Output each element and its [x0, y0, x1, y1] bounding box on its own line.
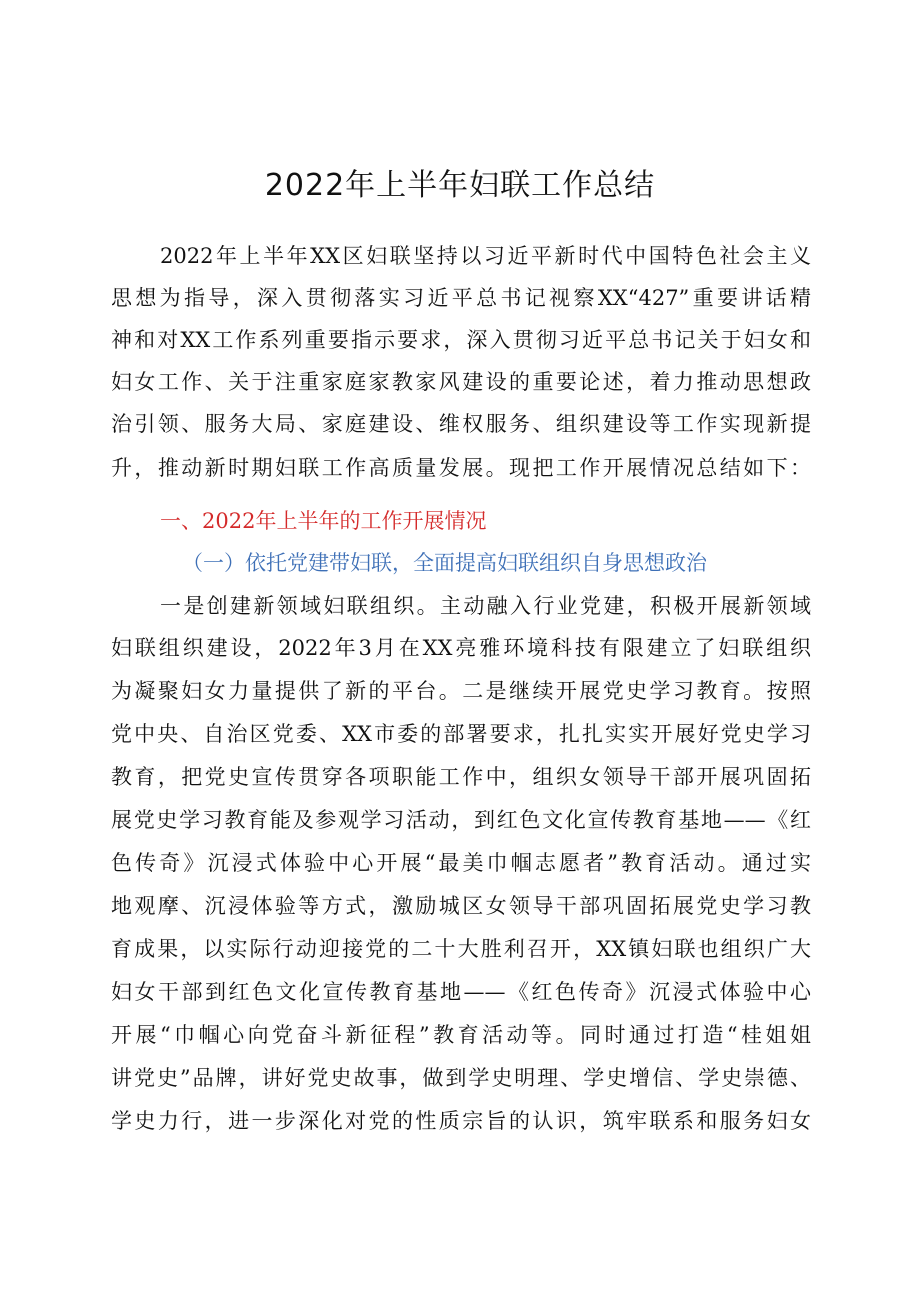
section-heading: 一、2022年上半年的工作开展情况 — [160, 509, 487, 533]
paragraph-line: 学史力行，进一步深化对党的性质宗旨的认识，筑牢联系和服务妇女 — [111, 1109, 811, 1133]
subsection-heading: （一）依托党建带妇联，全面提高妇联组织自身思想政治 — [182, 551, 707, 575]
paragraph-line: 一是创建新领域妇联组织。主动融入行业党建，积极开展新领域 — [160, 594, 811, 618]
document-title: 2022年上半年妇联工作总结 — [264, 168, 656, 203]
paragraph-line: 妇联组织建设，2022年3月在XX亮雅环境科技有限建立了妇联组织 — [111, 636, 811, 660]
paragraph-line: 为凝聚妇女力量提供了新的平台。二是继续开展党史学习教育。按照 — [111, 679, 811, 703]
paragraph-line: 妇女干部到红色文化宣传教育基地——《红色传奇》沉浸式体验中心 — [111, 980, 811, 1004]
paragraph-line: 妇女工作、关于注重家庭家教家风建设的重要论述，着力推动思想政 — [111, 370, 811, 394]
paragraph-line: 色传奇》沉浸式体验中心开展“最美巾帼志愿者”教育活动。通过实 — [111, 851, 811, 875]
paragraph-line: 治引领、服务大局、家庭建设、维权服务、组织建设等工作实现新提 — [111, 412, 811, 436]
paragraph-line: 党中央、自治区党委、XX市委的部署要求，扎扎实实开展好党史学习 — [111, 722, 811, 746]
paragraph-line: 地观摩、沉浸体验等方式，激励城区女领导干部巩固拓展党史学习教 — [111, 894, 811, 918]
paragraph-line: 展党史学习教育能及参观学习活动，到红色文化宣传教育基地——《红 — [111, 808, 811, 832]
paragraph-line: 育成果，以实际行动迎接党的二十大胜利召开，XX镇妇联也组织广大 — [111, 937, 811, 961]
paragraph-line: 2022年上半年XX区妇联坚持以习近平新时代中国特色社会主义 — [160, 244, 811, 268]
paragraph-line: 讲党史”品牌，讲好党史故事，做到学史明理、学史增信、学史崇德、 — [111, 1066, 811, 1090]
paragraph-line: 升，推动新时期妇联工作高质量发展。现把工作开展情况总结如下： — [111, 456, 811, 480]
paragraph-line: 神和对XX工作系列重要指示要求，深入贯彻习近平总书记关于妇女和 — [111, 328, 811, 352]
paragraph-line: 思想为指导，深入贯彻落实习近平总书记视察XX“427”重要讲话精 — [111, 286, 811, 310]
paragraph-line: 教育，把党史宣传贯穿各项职能工作中，组织女领导干部开展巩固拓 — [111, 765, 811, 789]
paragraph-line: 开展“巾帼心向党奋斗新征程”教育活动等。同时通过打造“桂姐姐 — [111, 1023, 811, 1047]
